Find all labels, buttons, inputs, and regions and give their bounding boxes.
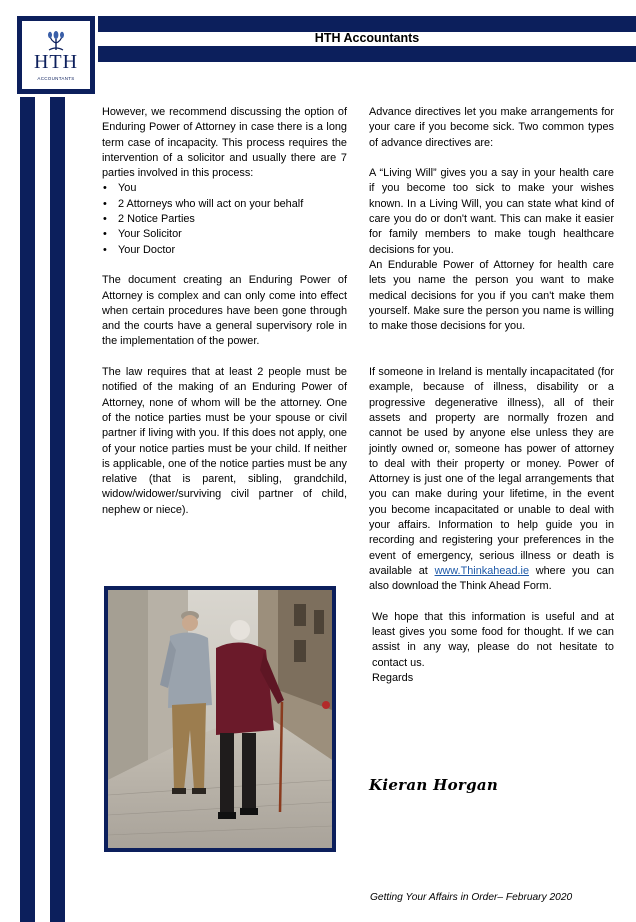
left-paragraph-law: The law requires that at least 2 people must be notified of the making of an Enduring Power of Attorney, none of whom will be the attorney. One of the notice parties must be your spouse or civil partner if living with you. If this does not apply, one of your notice parties must be your child. If neither is applicable, one of the notice parties must be any relative (that is parent, sibling, grandchild, widow/widower/surviving civil partner of child, nephew or niece). xyxy=(102,366,347,516)
list-item: • You xyxy=(102,181,347,196)
right-paragraph-closing: We hope that this information is useful and at least gives you some food for thought. If we can assist in any way, please do not hesitate to contact us. xyxy=(372,610,614,669)
logo-text: HTH xyxy=(33,51,79,73)
header-bar-top xyxy=(98,16,636,32)
logo-subtext: ACCOUNTANTS xyxy=(37,76,75,81)
flower-logo-icon xyxy=(46,29,66,51)
logo xyxy=(17,16,95,94)
right-paragraph-directives: Advance directives let you make arrangements for your care if you become sick. Two common types of advance directives are: xyxy=(369,106,614,149)
logo-inner xyxy=(22,21,90,89)
thinkahead-link[interactable]: www.Thinkahead.ie xyxy=(434,564,529,577)
regards-text: Regards xyxy=(372,671,414,684)
parties-list xyxy=(102,181,347,257)
list-item: • Your Solicitor xyxy=(102,227,347,242)
right-paragraph-endurable-poa: An Endurable Power of Attorney for health care lets you name the person you want to make medical decisions for you if you can't make them yourself. Make sure the person you name is willing to make those decisions for you. xyxy=(369,258,614,333)
elderly-couple-walking-photo xyxy=(108,590,332,848)
list-item: • 2 Attorneys who will act on your behalf xyxy=(102,197,347,212)
footer-text: Getting Your Affairs in Order– February 2020 xyxy=(370,892,573,903)
list-item: • Your Doctor xyxy=(102,243,347,258)
ireland-text: If someone in Ireland is mentally incapacitated (for example, because of illness, disability or a progressive degenerative illness), all of their assets and property are normally frozen and cannot be used by anyone else unless they are jointly owned or, someone has power of attorney to deal with their property or money. Power of Attorney is just one of the legal arrangements that you can make during your lifetime, in the event you become incapacitated or unable to deal with your affairs. Information to help guide you in recording and registering your preferences in the event of emergency, serious illness or death is available at xyxy=(369,366,614,577)
right-paragraph-ireland xyxy=(369,365,614,594)
signature: Kieran Horgan xyxy=(369,776,499,794)
header-bar-bottom xyxy=(98,46,636,62)
left-paragraph-intro: However, we recommend discussing the option of Enduring Power of Attorney in case there is a long term case of incapacity. This process requires the intervention of a solicitor and usually there are 7 parties involved in this process: xyxy=(102,106,347,180)
photo-frame xyxy=(104,586,336,852)
left-paragraph-document: The document creating an Enduring Power of Attorney is complex and can only come into effect when certain procedures have been gone through and the courts have a general supervisory role in the implementation of the power. xyxy=(102,274,347,348)
right-column xyxy=(369,105,614,686)
side-stripe-left xyxy=(20,97,35,922)
ireland-text-end: where you can also download the Think Ahead Form. xyxy=(369,564,615,593)
left-column xyxy=(102,105,347,518)
header-title: HTH Accountants xyxy=(314,31,420,45)
right-paragraph-living-will: A “Living Will” gives you a say in your health care if you become too sick to make your wishes known. In a Living Will, you can state what kind of care you do or don't want. This can make it easier for family members to make tough healthcare decisions for you. xyxy=(369,167,614,256)
side-stripe-right xyxy=(50,97,65,922)
list-item: • 2 Notice Parties xyxy=(102,212,347,227)
